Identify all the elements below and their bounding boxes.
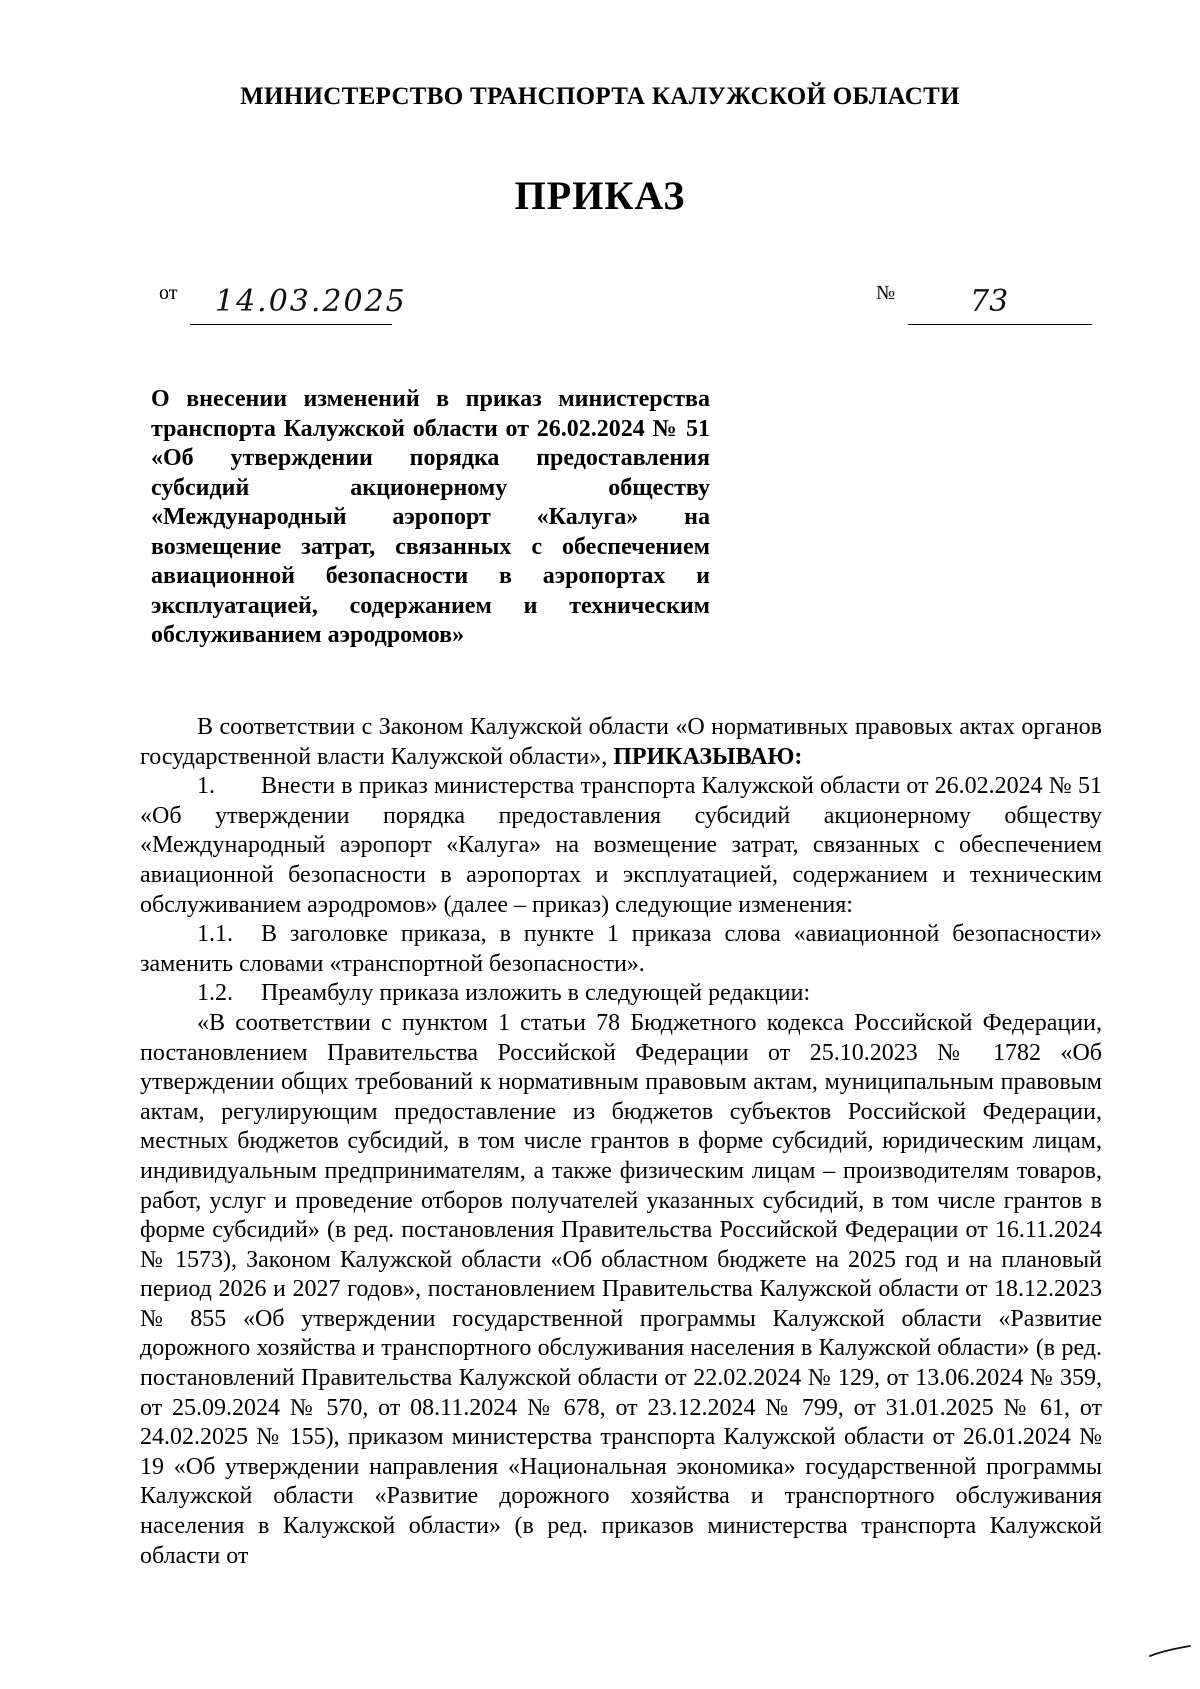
document-body [140, 713, 1102, 1571]
item-text: Внести в приказ министерства транспорта Калужской области от 26.02.2024 № 51 «Об утверждении порядка предоставления субсидий акционерному обществу «Международный аэропорт «Калуга» на возмещение затрат, связанных с обеспечением авиационной безопасности в аэропортах и эксплуатацией, содержанием и техническим обслуживанием аэродромов» (далее – приказ) следующие изменения: [140, 773, 1102, 918]
item-paragraph [140, 979, 1102, 1009]
item-number: 1.2. [197, 980, 233, 1007]
order-word: ПРИКАЗЫВАЮ: [613, 743, 803, 770]
handwritten-date: 14.03.2025 [215, 284, 407, 319]
item-text: В заголовке приказа, в пункте 1 приказа слова «авиационной безопасности» заменить словами «транспортной безопасности». [140, 921, 1102, 977]
item-paragraph [140, 772, 1102, 920]
order-subject: О внесении изменений в приказ министерства транспорта Калужской области от 26.02.2024 № 51 «Об утверждении порядка предоставления субсидий акционерному обществу «Международный аэропорт «Калуга» на возмещение затрат, связанных с обеспечением авиационной безопасности в аэропортах и эксплуатацией, содержанием и техническим обслуживанием аэродромов» [151, 386, 710, 648]
ministry-name: МИНИСТЕРСТВО ТРАНСПОРТА КАЛУЖСКОЙ ОБЛАСТИ [240, 83, 960, 110]
item-number: 1. [197, 773, 215, 800]
item-paragraph [140, 920, 1102, 979]
item-text: Преамбулу приказа изложить в следующей редакции: [261, 980, 811, 1007]
handwritten-number: 73 [970, 284, 1009, 319]
document-title: ПРИКАЗ [514, 173, 686, 218]
number-label: № [876, 282, 896, 304]
preamble-text: В соответствии с Законом Калужской области «О нормативных правовых актах органов государственной власти Калужской области», [140, 714, 1102, 770]
date-label: от [159, 282, 178, 304]
item-number: 1.1. [197, 921, 233, 948]
quoted-preamble: «В соответствии с пунктом 1 статьи 78 Бюджетного кодекса Российской Федерации, постановлением Правительства Российской Федерации от 25.10.2023 № 1782 «Об утверждении общих требований к нормативным правовым актам, муниципальным правовым актам, регулирующим предоставление из бюджетов субъектов Российской Федерации, местных бюджетов субсидий, в том числе грантов в форме субсидий, юридическим лицам, индивидуальным предпринимателям, а также физическим лицам – производителям товаров, работ, услуг и проведение отборов получателей указанных субсидий, в том числе грантов в форме субсидий» (в ред. постановления Правительства Российской Федерации от 16.11.2024 № 1573), Законом Калужской области «Об областном бюджете на 2025 год и на плановый период 2026 и 2027 годов», постановлением Правительства Калужской области от 18.12.2023 № 855 «Об утверждении государственной программы Калужской области «Развитие дорожного хозяйства и транспортного обслуживания населения в Калужской области» (в ред. постановлений Правительства Калужской области от 22.02.2024 № 129, от 13.06.2024 № 359, от 25.09.2024 № 570, от 08.11.2024 № 678, от 23.12.2024 № 799, от 31.01.2025 № 61, от 24.02.2025 № 155), приказом министерства транспорта Калужской области от 26.01.2024 № 19 «Об утверждении направления «Национальная экономика» государственной программы Калужской области «Развитие дорожного хозяйства и транспортного обслуживания населения в Калужской области» (в ред. приказов министерства транспорта Калужской области от [140, 1009, 1102, 1569]
handwritten-mark [1148, 1640, 1192, 1660]
preamble-paragraph [140, 713, 1102, 772]
